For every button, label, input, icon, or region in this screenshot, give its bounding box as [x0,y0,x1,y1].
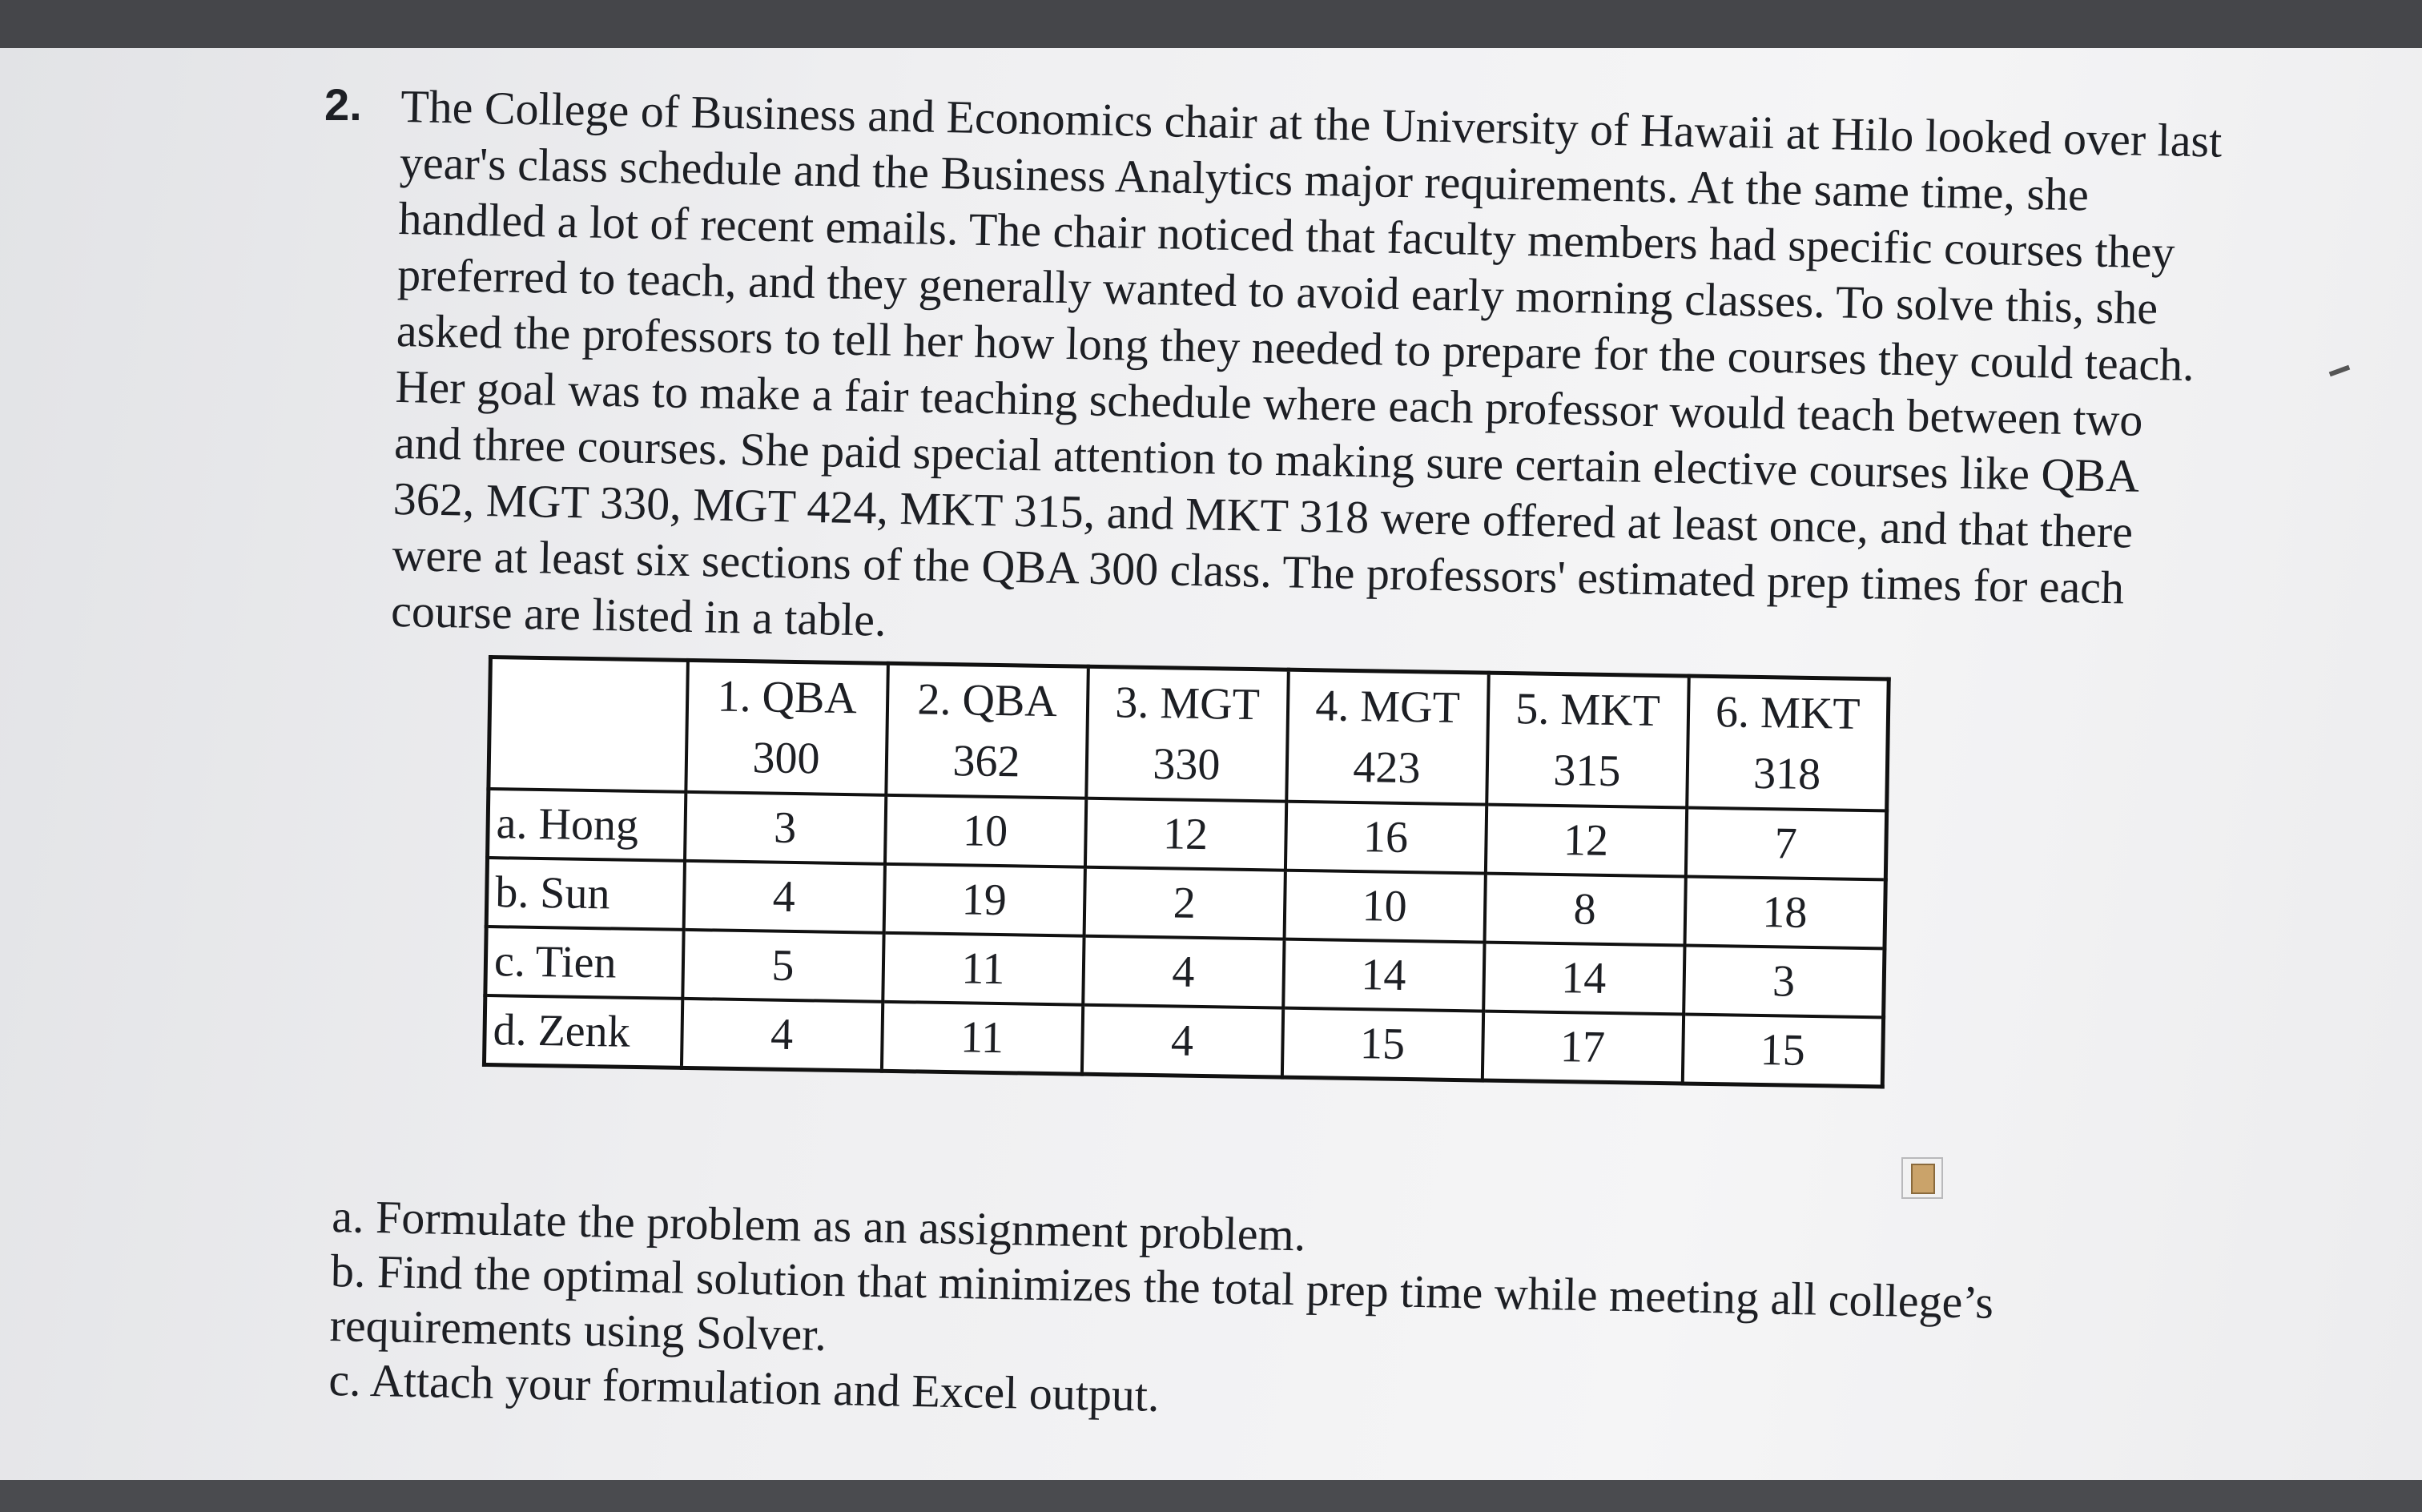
professor-name: d. Zenk [484,995,682,1068]
prep-time-cell: 18 [1684,877,1885,949]
part-a: a. Formulate the problem as an assignment problem. [331,1189,1306,1261]
prep-time-cell: 14 [1283,939,1484,1011]
column-header: 5. MKT 315 [1487,673,1689,807]
cursor-mark [2329,365,2350,377]
prep-time-cell: 4 [683,861,884,933]
question-text: The College of Business and Economics chair at the University of Hawaii at Hilo looked over last year's class schedule and the Business Analytics major requirements. At the same time, she handled a lot of recent emails. The chair noticed that faculty members had specific courses they preferred to teach, and they generally wanted to avoid early morning classes. To solve this, she asked the professors to tell her how long they needed to prepare for the courses they could teach. Her goal was to make a fair teaching schedule where each professor would teach between two and three courses. She paid special attention to making sure certain elective courses like QBA 362, MGT 330, MGT 424, MKT 315, and MKT 318 were offered at least once, and that there were at least six sections of the QBA 300 class. The professors' estimated prep times for each course are listed in a table. [390,79,2223,646]
question-parts [328,1189,2175,1442]
part-b: b. Find the optimal solution that minimizes the total prep time while meeting all college’s requirements using Solver. [329,1244,1994,1361]
prep-time-table [482,655,1891,1088]
prep-time-cell: 15 [1281,1008,1483,1080]
prep-time-cell: 19 [883,864,1084,936]
document-page [0,48,2422,1480]
column-header: 3. MGT 330 [1086,666,1289,801]
screen-bottom-edge [0,1480,2422,1512]
screen-top-edge [0,0,2422,48]
prep-time-cell: 11 [881,1002,1082,1074]
prep-time-cell: 3 [684,792,885,864]
prep-time-table-container [482,655,1891,1088]
part-c: c. Attach your formulation and Excel output. [328,1353,1161,1422]
clipboard-icon [1911,1164,1935,1194]
prep-time-cell: 2 [1084,867,1285,939]
prep-time-cell: 12 [1485,805,1686,877]
prep-time-cell: 4 [681,999,882,1071]
prep-time-cell: 12 [1084,798,1285,871]
column-header: 4. MGT 423 [1286,670,1489,804]
professor-name: c. Tien [485,927,683,999]
prep-time-cell: 14 [1483,943,1684,1015]
table-corner-cell [489,657,688,792]
prep-time-cell: 4 [1083,936,1284,1008]
professor-name: a. Hong [488,789,686,861]
prep-time-cell: 5 [682,930,883,1002]
column-header: 1. QBA 300 [686,660,888,794]
prep-time-cell: 7 [1685,808,1886,880]
prep-time-cell: 8 [1484,874,1685,946]
table-header-row [489,657,1889,811]
prep-time-cell: 10 [1284,871,1485,943]
prep-time-cell: 16 [1285,802,1486,874]
professor-name: b. Sun [486,858,684,930]
question-number: 2. [324,79,362,130]
prep-time-cell: 11 [883,933,1084,1005]
prep-time-cell: 15 [1682,1014,1883,1086]
prep-time-cell: 10 [884,795,1085,867]
column-header: 6. MKT 318 [1687,676,1889,810]
prep-time-cell: 3 [1684,945,1885,1017]
prep-time-cell: 4 [1081,1005,1282,1077]
prep-time-cell: 17 [1482,1011,1683,1084]
column-header: 2. QBA 362 [886,663,1088,798]
paste-options-icon[interactable] [1901,1157,1943,1199]
